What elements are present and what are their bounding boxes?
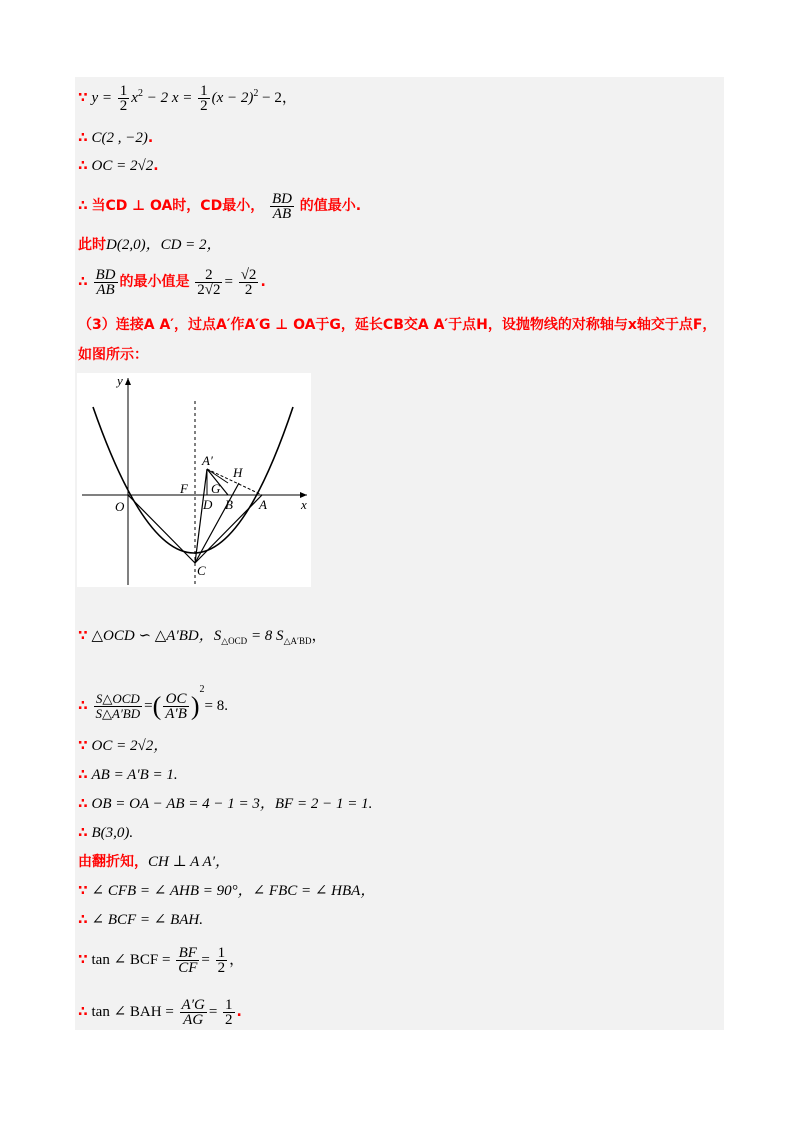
- label-x: x: [301, 497, 307, 512]
- label-b: B: [225, 497, 233, 512]
- label-c: C: [197, 563, 206, 578]
- tan-bcf: tan ∠ BCF =: [91, 951, 171, 968]
- ob-bf: OB = OA − AB = 4 − 1 = 3，BF = 2 − 1 = 1.: [91, 796, 373, 812]
- period: .: [153, 158, 159, 174]
- frac-num: √2: [240, 267, 257, 283]
- therefore-symbol: ∴: [78, 273, 88, 290]
- oc-again: OC = 2√2，: [91, 738, 169, 754]
- therefore-symbol: ∴: [78, 796, 88, 812]
- frac-den: AG: [183, 1012, 204, 1028]
- frac-den: 2: [119, 98, 128, 115]
- comma: ，: [311, 628, 327, 644]
- therefore-symbol: ∴: [78, 197, 88, 214]
- point-b: B(3,0).: [91, 825, 134, 841]
- geometry-figure: [77, 373, 311, 587]
- similar-triangles: △OCD ∽ △A′BD，S: [91, 628, 222, 644]
- ratio-value: = 8.: [204, 698, 229, 714]
- cd-perp-line: [78, 192, 361, 221]
- ab-length: AB = A′B = 1.: [91, 767, 178, 783]
- now-text: 此时: [78, 237, 106, 253]
- point-d-line: [78, 235, 222, 255]
- frac-den: CF: [178, 960, 198, 976]
- segment-ca-prime: [195, 469, 207, 563]
- cd-perp-text: 当CD ⊥ OA时，CD最小，: [91, 197, 265, 214]
- label-o: O: [115, 499, 125, 514]
- frac-num: OC: [163, 692, 189, 707]
- similar-triangles-line: [78, 626, 326, 651]
- fraction-half: [216, 946, 228, 975]
- eq-tail: − 2，: [258, 90, 297, 106]
- frac-num: 1: [217, 945, 226, 961]
- equals: =: [144, 698, 153, 714]
- therefore-symbol: ∴: [78, 767, 88, 783]
- therefore-symbol: ∴: [78, 1003, 88, 1020]
- tan-bah-line: [78, 998, 242, 1027]
- parabola-diagram: [77, 373, 311, 587]
- frac-den: AB: [272, 206, 292, 222]
- frac-num: 1: [119, 83, 128, 100]
- frac-den: 2: [244, 282, 253, 298]
- label-y: y: [117, 373, 123, 388]
- frac-num: BD: [271, 191, 292, 207]
- label-h: H: [233, 465, 243, 480]
- fraction-bf-cf: [176, 946, 199, 975]
- fraction-2-2root2: [195, 268, 222, 297]
- fraction-half: [223, 998, 235, 1027]
- equation-parabola: [78, 84, 297, 113]
- eq-lhs: y =: [91, 90, 113, 106]
- var-x: x: [131, 90, 138, 106]
- as-shown-text: 如图所示：: [78, 347, 148, 363]
- frac-den: S△A′BD: [95, 706, 141, 722]
- fraction-bd-ab: [94, 268, 118, 297]
- area-eq: = 8 S: [247, 628, 284, 644]
- ch-perp: CH ⊥ A A′，: [148, 854, 230, 870]
- tan-bcf-line: [78, 946, 244, 975]
- period: .: [147, 130, 154, 146]
- frac-den: A′B: [165, 706, 187, 723]
- therefore-symbol: ∴: [78, 698, 88, 714]
- comma: ，: [229, 951, 245, 968]
- point-c-line: [78, 128, 153, 148]
- label-f: F: [180, 481, 188, 496]
- oc-again-line: [78, 736, 168, 756]
- oc-length-line: [78, 156, 159, 176]
- because-symbol: ∵: [78, 951, 88, 968]
- angles: ∠ CFB = ∠ AHB = 90°，∠ FBC = ∠ HBA，: [91, 883, 376, 899]
- equals: =: [224, 273, 233, 290]
- frac-num: A′G: [181, 997, 205, 1013]
- fraction-ag-ag: [180, 998, 207, 1027]
- label-a: A: [259, 497, 267, 512]
- frac-num: S△OCD: [94, 692, 143, 707]
- y-axis-arrow: [125, 378, 131, 385]
- angles-line: [78, 881, 375, 901]
- fraction-root2-2: [239, 268, 259, 297]
- label-g: G: [211, 481, 221, 496]
- fraction-oc-ab: [163, 692, 189, 721]
- therefore-symbol: ∴: [78, 158, 88, 174]
- min-value-text: 的最小值是: [119, 273, 190, 290]
- exponent: 2: [253, 88, 259, 99]
- frac-num: 1: [225, 997, 233, 1013]
- frac-num: BF: [176, 946, 199, 961]
- min-value-line: [78, 268, 266, 297]
- period: .: [260, 273, 266, 290]
- because-symbol: ∵: [78, 90, 88, 106]
- fraction-bd-ab: [270, 192, 294, 221]
- ab-line: [78, 765, 178, 785]
- fold-line: [78, 852, 230, 872]
- equals: =: [201, 951, 210, 968]
- fraction-half: [118, 84, 130, 113]
- frac-den: 2: [225, 1012, 233, 1028]
- oc-length: OC = 2√2: [91, 158, 154, 174]
- min-text: 的值最小.: [299, 197, 362, 214]
- frac-num: BD: [95, 267, 116, 283]
- point-d: D(2,0)，CD = 2，: [106, 237, 222, 253]
- because-symbol: ∵: [78, 628, 88, 644]
- right-paren: ): [190, 691, 200, 721]
- angle-equal-line: [78, 910, 203, 930]
- left-paren: (: [152, 691, 162, 721]
- segment-oc: [128, 495, 195, 563]
- frac-num: 2: [195, 268, 222, 283]
- eq-term: − 2 x =: [142, 90, 193, 106]
- fraction-area-ratio: [94, 692, 143, 721]
- fold-text: 由翻折知，: [78, 854, 148, 870]
- parabola-curve: [93, 407, 293, 553]
- label-a-prime: A′: [202, 453, 213, 468]
- equals: =: [208, 1003, 218, 1020]
- frac-den: 2: [200, 98, 208, 115]
- therefore-symbol: ∴: [78, 825, 88, 841]
- ob-bf-line: [78, 794, 372, 814]
- exponent: 2: [199, 684, 205, 695]
- subscript-abd: △A′BD: [283, 636, 312, 646]
- therefore-symbol: ∴: [78, 130, 88, 146]
- tan-bah: tan ∠ BAH =: [91, 1003, 174, 1020]
- fraction-half-2: [198, 84, 210, 113]
- angle-equal: ∠ BCF = ∠ BAH.: [91, 912, 203, 928]
- frac-den: AB: [96, 282, 115, 298]
- subscript-ocd: △OCD: [221, 636, 248, 646]
- period: .: [236, 1003, 242, 1020]
- because-symbol: ∵: [78, 738, 88, 754]
- because-symbol: ∵: [78, 883, 88, 899]
- frac-den: 2: [217, 960, 226, 976]
- area-ratio-line: [78, 680, 228, 721]
- therefore-symbol: ∴: [78, 912, 88, 928]
- eq-paren: (x − 2): [211, 90, 254, 106]
- frac-den: 2√2: [197, 282, 221, 298]
- point-c: C(2 , −2): [91, 130, 148, 146]
- frac-num: 1: [200, 83, 208, 100]
- part3-instruction: （3）连接A A′，过点A′作A′G ⊥ OA于G，延长CB交A A′于点H，设抛物线的对称轴与x轴交于点F，: [78, 317, 717, 333]
- exponent: 2: [137, 88, 143, 99]
- point-b-line: [78, 823, 133, 843]
- label-d: D: [203, 497, 213, 512]
